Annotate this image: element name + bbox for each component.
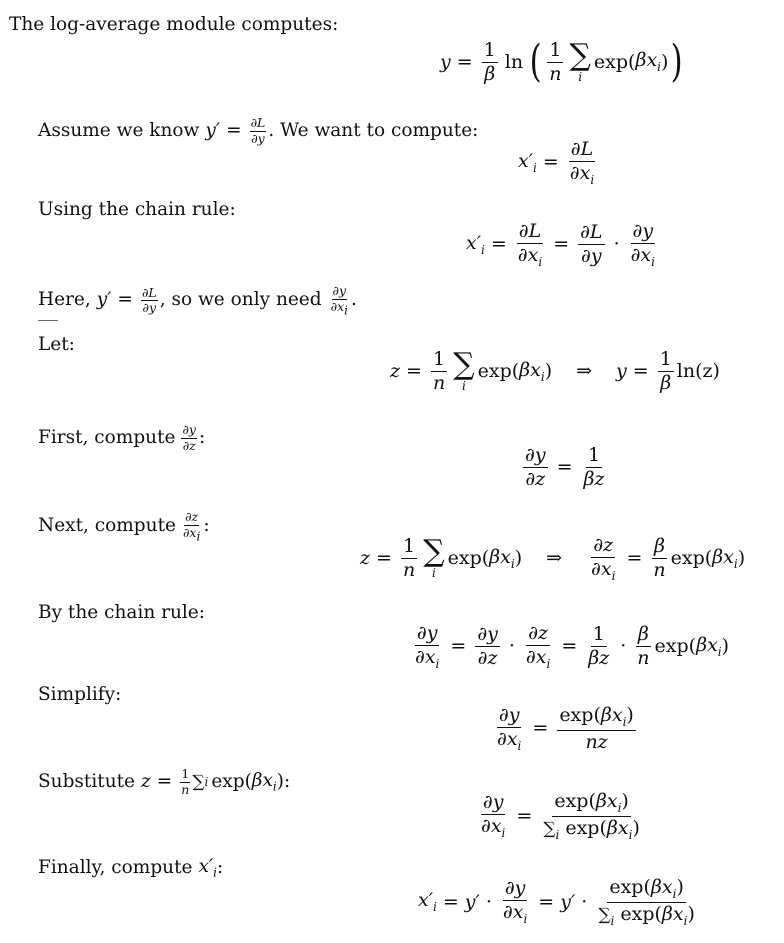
substitute-line: Substitute z = $\frac{1}{n}$ ∑ i exp ( $\beta x_i$ ): [38,766,291,797]
exp-op: exp [654,635,689,658]
equation-simplified: $\frac{\partial y}{\partial x_i}$ = $\frac{\exp(\beta x_i)}{nz}$ [497,704,634,753]
ln-z: ln(z) [676,360,720,382]
next-line: Next, compute $\frac{\partial z}{\partial x_i}$ : [38,509,210,543]
equation-substituted: $\frac{\partial y}{\partial x_i}$ = $\frac{\exp(\beta x_i)}{\sum_i \exp(\beta x_i)}$ [481,790,640,842]
equation-final: $x'_i$ = y′ · $\frac{\partial y}{\partial x_i}$ = y′ · $\frac{\exp(\beta x_i)}{\sum_i \exp(\beta x_i)}$ [418,876,695,928]
sum-symbol: ∑ [423,534,445,570]
exp-op: exp [554,790,589,812]
first-text: First, compute [38,426,176,448]
assume-line: Assume we know y′ = $\frac{\partial L}{\partial y}$ . We want to compute: [38,115,479,146]
exp-op: exp [620,902,655,925]
sum-symbol: ∑ [453,347,475,382]
equation-chain-product: $\frac{\partial y}{\partial x_i}$ = $\frac{\partial y}{\partial z}$ · $\frac{\partial z}{\partial x_i}$ = $\frac{1}{\beta z}$ · $\frac{\beta}{n}$ exp ( $\beta x_i$ ) [415,622,730,671]
implies-arrow: ⇒ [546,547,563,570]
exp-op: exp [609,876,644,898]
simplify-text: Simplify: [38,684,122,705]
sum-symbol: ∑ [543,818,556,839]
exp-op: exp [593,50,629,73]
first-line: First, compute $\frac{\partial y}{\partial z}$ : [38,422,206,453]
sum-symbol: ∑ [569,37,591,73]
exp-op: exp [447,547,482,570]
implies-arrow: ⇒ [576,360,593,382]
let-text: Let: [38,334,75,355]
next-text: Next, compute [38,515,176,537]
exp-op: exp [670,547,705,570]
exp-op: exp [559,704,594,726]
finally-text: Finally, compute [38,857,193,879]
here-line: Here, y′ = $\frac{\partial L}{\partial y}$ , so we only need $\frac{\partial y}{\partial x_i}$ . [38,283,357,317]
exp-op: exp [565,816,600,839]
here-post: . [350,289,357,311]
exp-op: exp [477,360,512,382]
equation-let-z: z = $\frac{1}{n}$ ∑ i exp ( $\beta x_i$ ) ⇒ y = $\frac{1}{\beta}$ ln(z) [390,347,720,394]
chain-text: Using the chain rule: [38,199,236,220]
substitute-text: Substitute [38,770,136,792]
sum-symbol: ∑ [598,904,611,925]
equation-dy-dz: $\frac{\partial y}{\partial z}$ = $\frac{1}{\beta z}$ [525,444,605,490]
bychain-text: By the chain rule: [38,602,205,623]
sum-symbol: ∑ [192,771,205,792]
equation-target: $x'_i$ = $\frac{\partial L}{\partial x_i}$ [518,138,595,187]
equation-chain-rule: $x'_i$ = $\frac{\partial L}{\partial x_i}$ = $\frac{\partial L}{\partial y}$ · $\frac{\partial y}{\partial x_i}$ [466,220,655,269]
ln-op: ln [504,50,524,73]
here-pre: Here, [38,289,91,311]
assume-pre: Assume we know [38,119,200,141]
divider [38,320,58,321]
assume-post: . We want to compute: [268,119,479,141]
equation-dz-dxi: z = $\frac{1}{n}$ ∑ i exp ( $\beta x_i$ ) ⇒ $\frac{\partial z}{\partial x_i}$ = $\frac{\beta}{n}$ exp ( $\beta x_i$ ) [360,534,746,583]
here-mid: , so we only need [159,289,322,311]
finally-line: Finally, compute $x'_i$ : [38,856,224,880]
exp-op: exp [211,770,245,792]
equation-log-average: y = $\frac{1}{\beta}$ ln ( $\frac{1}{n}$ ∑ i exp ( $\beta x_i$ ) ) [440,36,684,87]
intro-text: The log-average module computes: [9,14,339,35]
